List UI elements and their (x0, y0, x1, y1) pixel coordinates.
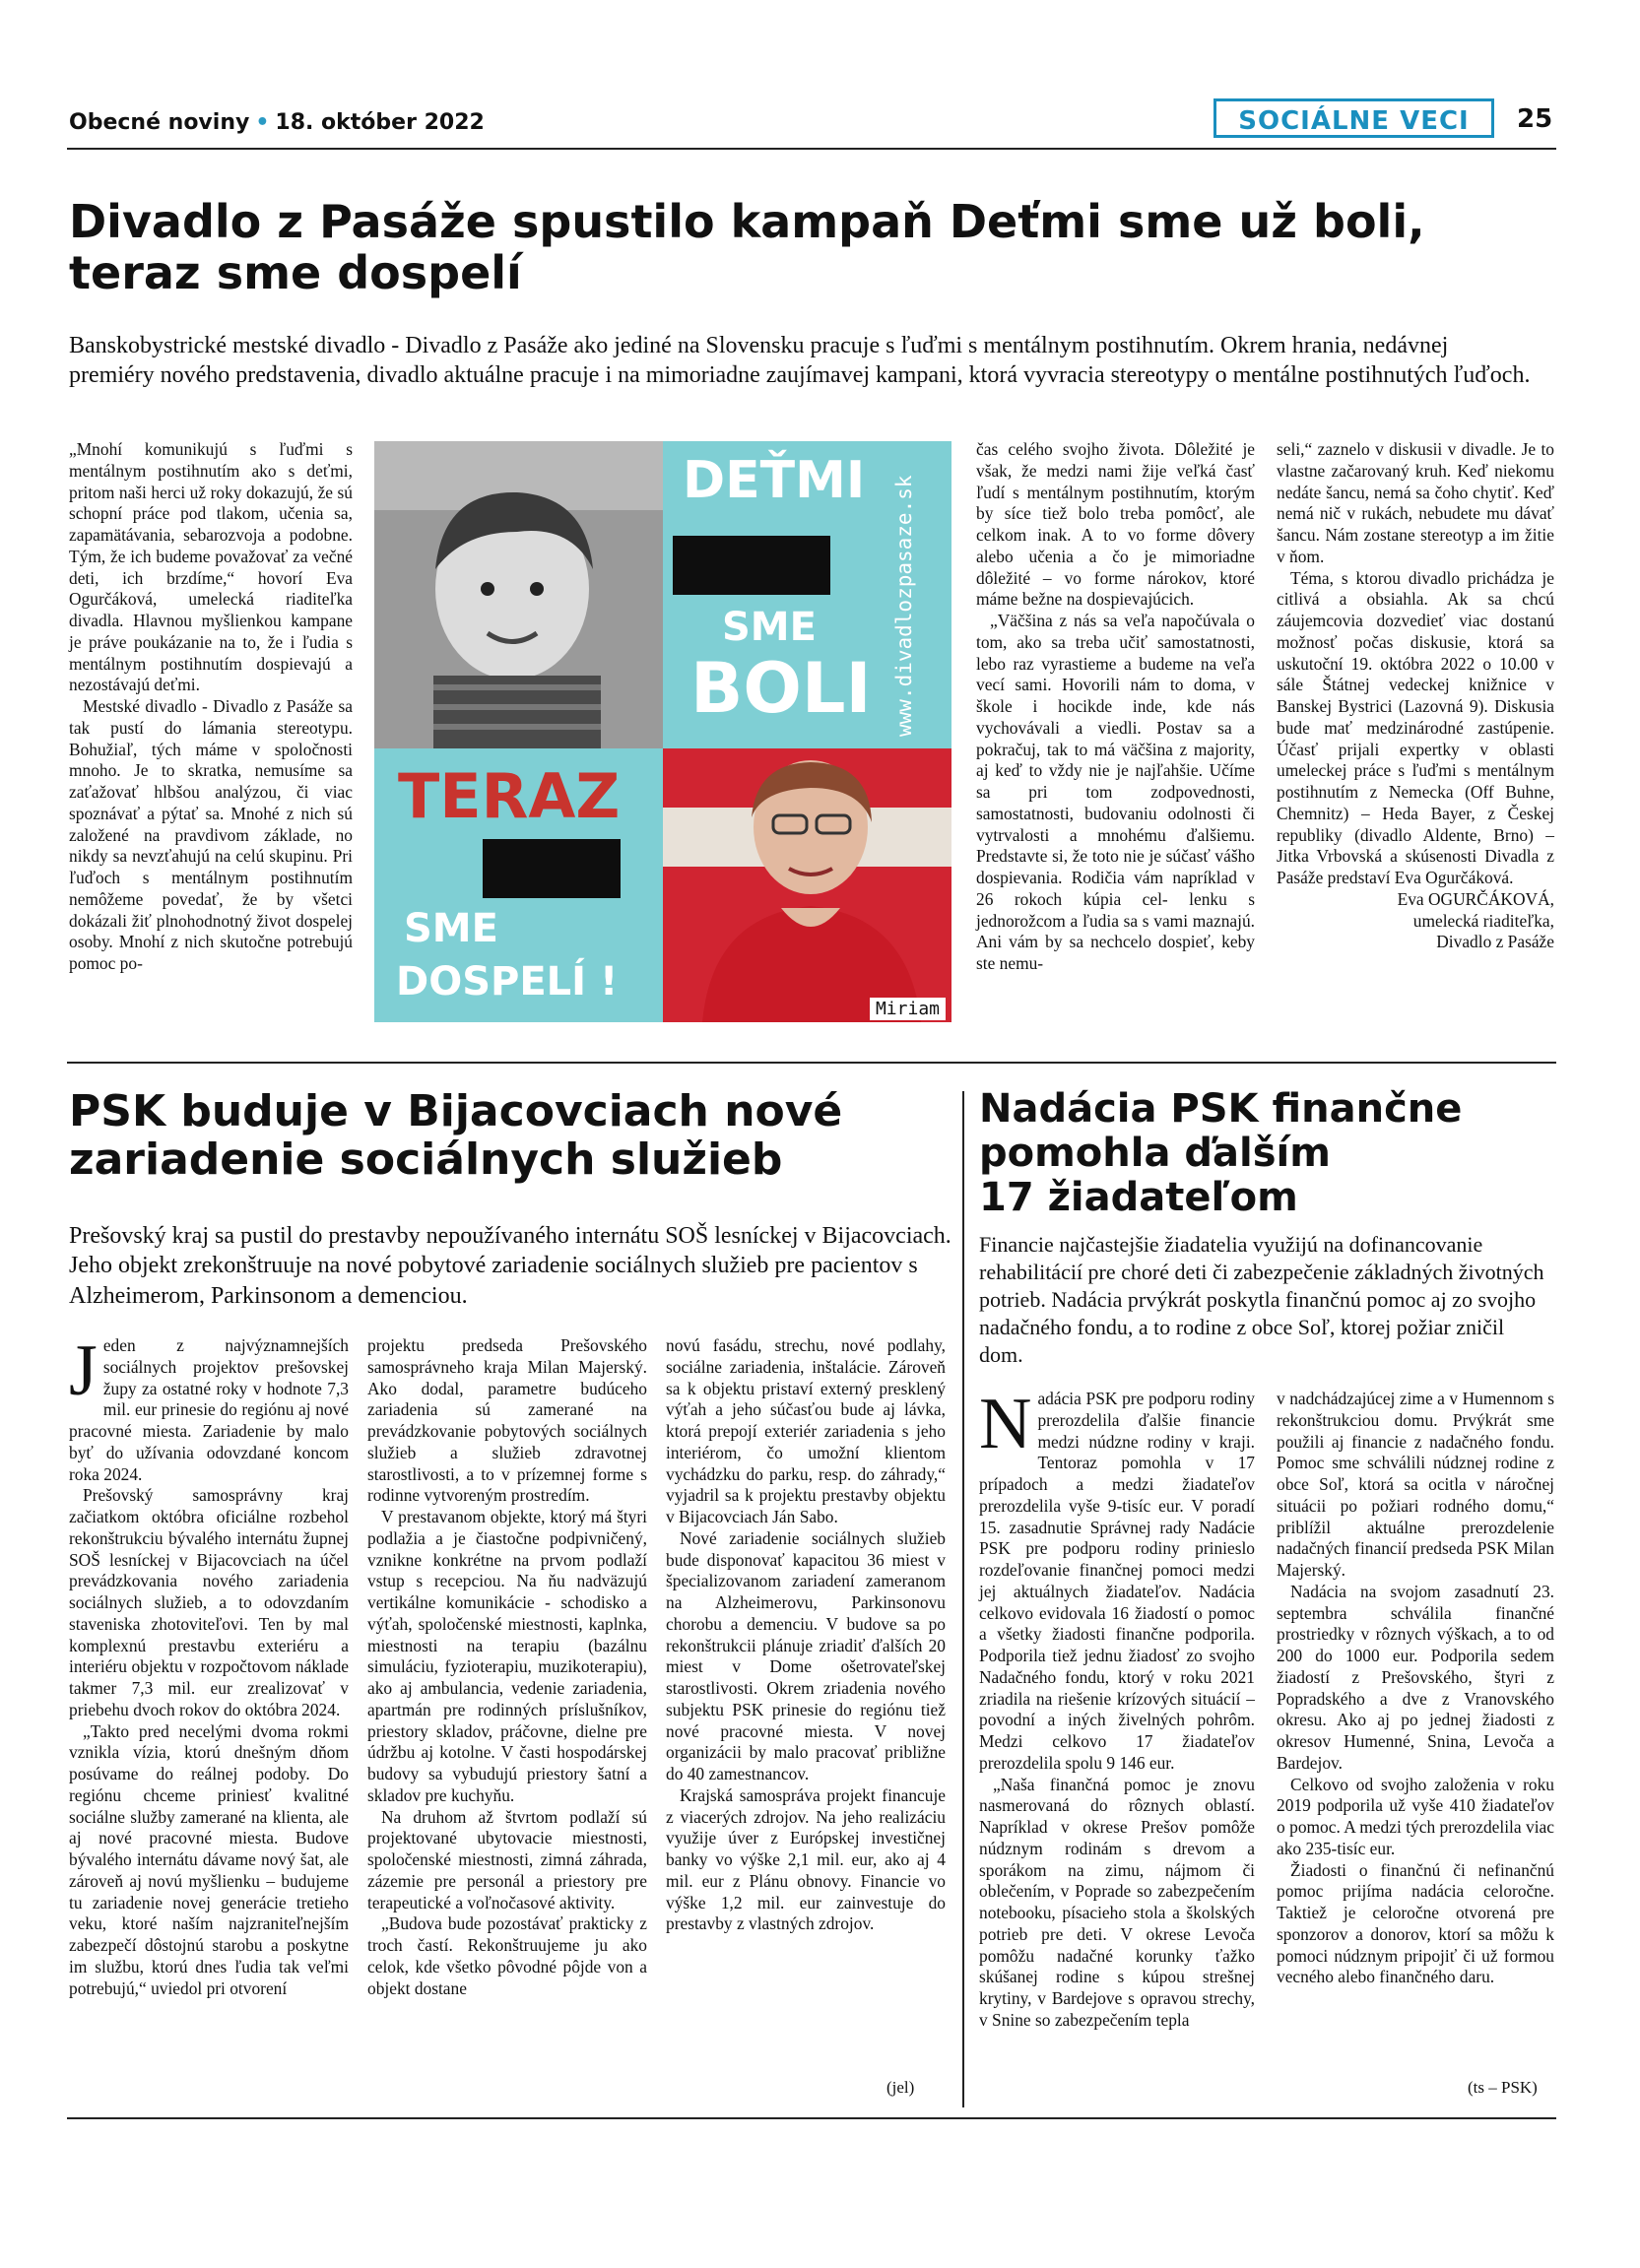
paragraph: seli,“ zaznelo v diskusii v divadle. Je to vlastne začarovaný kruh. Keď niekomu nedáte šancu, nemá sa čoho chytiť. Keď nemá nič v rukách, nebudete mu dávať šancu. Nám zostane stereotyp a im žitie v ňom. (1277, 439, 1554, 566)
article3-column1 (979, 1384, 1255, 2032)
poster-word-teraz: TERAZ (398, 760, 621, 832)
poster-word-sme: SME (722, 605, 817, 650)
paragraph: Prešovský samosprávny kraj začiatkom októbra oficiálne rozbehol rekonštrukciu bývalého internátu župnej SOŠ lesníckej v Bijacovciach na účel prevádzkovania nového zariadenia sociálnych služieb, a to odovzdaním staveniska zhotoviteľovi. Ten by mal komplexnú prestavbu exteriéru a interiéru objektu v rozpočtovom náklade takmer 7,3 mil. eur zrealizovať v priebehu dvoch rokov do októbra 2024. (69, 1485, 349, 1719)
article1-headline (69, 197, 1566, 298)
campaign-poster (374, 441, 951, 1022)
paragraph: „Naša finančná pomoc je znovu nasmerovaná do rôznych oblastí. Napríklad v okrese Prešov pomôže núdznym rodinám s drevom a sporákom na zimu, nájmom či oblečením, v Poprade so zabezpečením notebooku, písacieho stola a školských potrieb pre deti. V okrese Levoča pomôžu nadačné korunky ťažko skúšanej rodine s kúpou strešnej krytiny, v Bardejove s opravou strechy, v Snine so zabezpečením tepla (979, 1774, 1255, 2030)
article2-signature: (jel) (886, 2078, 915, 2097)
article1-signature (1277, 889, 1554, 953)
poster-word-dospeli: DOSPELÍ ! (396, 959, 619, 1004)
masthead (69, 110, 485, 135)
article3-headline-line3: 17 žiadateľom (979, 1174, 1298, 1220)
woman-photo (663, 748, 951, 1022)
page-number: 25 (1517, 104, 1553, 134)
article-divider (67, 1062, 1556, 1064)
signature-org: Divadlo z Pasáže (1436, 932, 1554, 952)
paragraph: „Väčšina z nás sa veľa napočúvala o tom, ako sa treba učiť samostatnosti, lebo raz vyrastieme a budeme na veľa vecí sami. Hovorili nám to doma, v škole i hocikde inde, kde nás vychovávali a viedli. Postav sa a pokračuj, tak to má väčšina z majority, aj keď to vždy nie je najľahšie. Učíme sa pri tom zodpovednosti, samostatnosti, budovaniu odolnosti či vytrvalosti a mnohému ďalšiemu. Predstavte si, že toto nie je súčasť vášho dospievania. Rodičia vám napríklad v 26 rokoch kúpia cel- lenku s jednorožcom a ľudia sa s vami maznajú. Ani vám by sa nechcelo dospieť, keby ste nemu- (976, 611, 1255, 973)
child-photo (374, 441, 663, 748)
censor-bar (483, 839, 621, 898)
paragraph: „Budova bude pozostávať prakticky z troch častí. Rekonštruujeme ju ako celok, kde všetko pôvodné pôjde von a objekt dostane (367, 1913, 647, 1998)
paragraph (979, 1384, 1255, 1775)
paragraph: Mestské divadlo - Divadlo z Pasáže sa tak pustí do lámania stereotypu. Bohužiaľ, tých máme v spoločnosti mnoho. Je to skratka, nemusíme sa zaťažovať hlbšou analýzou, či viac spoznávať a pýtať sa. Mnohé z nich sú založené na pravdivom základe, no nikdy sa nevzťahujú na celú skupinu. Pri ľuďoch s mentálnym postihnutím nemôžeme povedať, že by všetci dokázali žiť plnohodnotný život dospelej osoby. Mnohí z nich skutočne potrebujú pomoc po- (69, 696, 353, 973)
article3-headline-line2: pomohla ďalším (979, 1130, 1331, 1176)
poster-word-detmi: DEŤMI (683, 451, 866, 510)
article3-signature: (ts – PSK) (1468, 2078, 1538, 2097)
article2-headline-line2: zariadenie sociálnych služieb (69, 1134, 783, 1186)
publication-name: Obecné noviny (69, 110, 250, 135)
paragraph: Nadácia na svojom zasadnutí 23. septembra schválila finančné prostriedky v rôznych výškach, a to od 200 do 1000 eur. Podporila sedem žiadostí z Prešovského, štyri z Popradského a dve z Vranovského okresu. Ako aj po jednej žiadosti z okresov Humenné, Snina, Levoča a Bardejov. (1277, 1581, 1554, 1773)
article1-column1 (69, 439, 353, 975)
paragraph: Nové zariadenie sociálnych služieb bude disponovať kapacitou 36 miest v špecializovanom zariadení zameranom na Alzheimerovu, Parkinsonovu chorobu a demenciu. V budove sa po rekonštrukcii plánuje zriadiť ďalších 20 miest v Dome ošetrovateľskej starostlivosti. Okrem zriadenia nového subjektu PSK prinesie do regiónu tiež nové pracovné miesta. V novej organizácii by malo pracovať približne do 40 zamestnancov. (666, 1527, 946, 1783)
paragraph-text: adácia PSK pre podporu rodiny prerozdelila ďalšie financie medzi núdzne rodiny v kraji. Tentoraz pomohla v 17 prípadoch a medzi žiadateľov prerozdelila vyše 9-tisíc eur. V poradí 15. zasadnutie Správnej rady Nadácie PSK pre podporu rodiny prinieslo rozdeľovanie finančnej pomoci medzi jej aktuálnych žiadateľov. Nadácia celkovo evidovala 16 žiadostí o pomoc a všetky žiadosti finančne podporila. Podporila tiež jednu žiadosť zo svojho Nadačného fondu, ktorý v roku 2021 zriadila na riešenie krízových situácií – povodní a iných živelných pohrôm. Medzi celkovo 17 žiadateľov prerozdelila spolu 9 146 eur. (979, 1389, 1255, 1773)
poster-top-right (663, 441, 951, 748)
article1-column2 (976, 439, 1255, 975)
paragraph: V prestavanom objekte, ktorý má štyri podlažia a je čiastočne podpivničený, vznikne konkrétne na prvom podlaží vstup s recepciou. Na ňu nadväzujú vertikálne komunikácie - schodisko a výťah, spoločenské miestnosti, kaplnka, miestnosti na terapiu (bazálnu simuláciu, fyzioterapiu, muzikoterapiu), ako aj ambulancia, vedenie zariadenia, apartmán pre rodinných príslušníkov, priestory skladov, práčovne, dielne pre údržbu aj kotolne. V časti hospodárskej budovy sa vybudujú priestory šatní a skladov pre kuchyňu. (367, 1507, 647, 1805)
censor-bar (673, 536, 830, 595)
article1-column3 (1277, 439, 1554, 953)
section-badge: SOCIÁLNE VECI (1214, 98, 1494, 138)
dropcap: N (979, 1384, 1032, 1464)
poster-bottom-left (374, 748, 663, 1022)
poster-word-boli: BOLI (690, 648, 872, 729)
paragraph: projektu predseda Prešovského samosprávneho kraja Milan Majerský. Ako dodal, parametre budúceho zariadenia sú zamerané na prevádzkovanie pobytových sociálnych služieb a služieb zdravotnej starostlivosti, a to v prízemnej forme s rodinne vytvoreným prostredím. (367, 1335, 647, 1506)
column-divider (962, 1091, 964, 2107)
article2-lead: Prešovský kraj sa pustil do prestavby nepoužívaného internátu SOŠ lesníckej v Bijacovciach. Jeho objekt zrekonštruuje na nové pobytové zariadenie sociálnych služieb pre pacientov s Alzheimerom, Parkinsonom a demenciou. (69, 1223, 951, 1309)
article3-column2 (1277, 1389, 1554, 1988)
separator-dot: • (255, 110, 270, 135)
paragraph: Celkovo od svojho založenia v roku 2019 podporila už vyše 410 žiadateľov o pomoc. A medzi tých prerozdelila viac ako 235-tisíc eur. (1277, 1774, 1554, 1858)
paragraph: Téma, s ktorou divadlo prichádza je citlivá a obsiahla. Ak sa chcú záujemcovia dozvedieť viac dostanú možnosť počas diskusie, ktorá sa uskutoční 19. októbra 2022 o 10.00 v sále Štátnej vedeckej knižnice v Banskej Bystrici (Lazovná 9). Diskusia bude mať medzinárodné zastúpenie. Účasť prijali expertky v oblasti umeleckej práce s ľuďmi s mentálnym postihnutím z Nemecka (Off Buhne, Chemnitz) – Heda Bayer, z Českej republiky (divadlo Aldente, Brno) – Jitka Vrbovská a skúsenosti Divadla z Pasáže predstaví Eva Ogurčáková. (1277, 567, 1554, 887)
child-portrait-illustration (374, 441, 663, 748)
paragraph: v nadchádzajúcej zime a v Humennom s rekonštrukciou domu. Prvýkrát sme použili aj financie z nadačného fondu. Pomoc sme schválili núdznej rodine z obce Soľ, ktorá sa ocitla v náročnej situácii po požiari rodného domu,“ priblížil aktuálne prerozdelenie nadačných financií predseda PSK Milan Majerský. (1277, 1389, 1554, 1580)
paragraph: Krajská samospráva projekt financuje z viacerých zdrojov. Na jeho realizáciu využije úver z Európskej investičnej banky vo výške 2,1 mil. eur, ako aj 4 mil. eur z Plánu obnovy. Financie vo výške 1,2 mil. eur zainvestuje do prestavby z vlastných zdrojov. (666, 1784, 946, 1934)
paragraph-text: eden z najvýznamnejších sociálnych projektov prešovskej župy za ostatné roky v hodnote 7,3 mil. eur prinesie do regiónu aj nové pracovné miesta. Zariadenie by malo byť do užívania odovzdané koncom roka 2024. (69, 1335, 349, 1484)
paragraph: „Mnohí komunikujú s ľuďmi s mentálnym postihnutím ako s deťmi, pritom naši herci už roky dokazujú, že sú schopní práce pod tlakom, učenia sa, zapamätávania, sebarozvoja a podobne. Tým, že ich budeme považovať za večné deti, ich brzdíme,“ hovorí Eva Ogurčáková, umelecká riaditeľka divadla. Hlavnou myšlienkou kampane je práve poukázanie na to, že i ľudia s mentálnym postihnutím dospievajú a nezostávajú deťmi. (69, 439, 353, 695)
poster-url: www.divadlozpasaze.sk (892, 475, 916, 737)
paragraph: Na druhom až štvrtom podlaží sú projektované ubytovacie miestnosti, spoločenské miestnosti, zimná záhrada, zázemie pre personál a priestory pre terapeutické a voľnočasové aktivity. (367, 1806, 647, 1912)
article3-lead: Financie najčastejšie žiadatelia využijú na dofinancovanie rehabilitácií pre choré deti či zabezpečenie základných životných potrieb. Nadácia prvýkrát poskytla finančnú pomoc aj zo svojho nadačného fondu, a to rodine z obce Soľ, ktorej požiar zničil dom. (979, 1232, 1544, 1367)
header-rule (67, 148, 1556, 150)
signature-name: Eva OGURČÁKOVÁ, (1397, 888, 1554, 909)
paragraph: novú fasádu, strechu, nové podlahy, sociálne zariadenia, inštalácie. Zároveň sa k objektu pristaví externý presklený výťah a jeho súčasťou bude aj lávka, ktorá prepojí exteriér zariadenia s jeho interiérom, čo umožní klientom vychádzku do parku, resp. do záhrady,“ vyjadril sa k projektu prestavby objektu v Bijacovciach Ján Sabo. (666, 1335, 946, 1526)
paragraph (69, 1330, 349, 1485)
article2-column2 (367, 1335, 647, 1999)
article1-headline-line2: teraz sme dospelí (69, 245, 522, 299)
article1-lead: Banskobystrické mestské divadlo - Divadlo z Pasáže ako jediné na Slovensku pracuje s ľuďmi s mentálnym postihnutím. Okrem hrania, nedávnej premiéry nového predstavenia, divadlo aktuálne pracuje i na mimoriadne zaujímavej kampani, ktorá vyvracia stereotypy o mentálne postihnutých ľuďoch. (69, 333, 1531, 389)
poster-word-sme-2: SME (404, 906, 498, 951)
paragraph: čas celého svojho života. Dôležité je však, že medzi nami žije veľká časť ľudí s mentálnym postihnutím, ktorým by síce tiež bolo treba pomôcť, ale celkom inak. A to vo forme dôvery alebo učenia a čo je mimoriadne dôležité – vo forme nárokov, ktoré máme bežne na dospievajúcich. (976, 439, 1255, 610)
article2-headline (69, 1087, 955, 1185)
paragraph: Žiadosti o finančnú či nefinančnú pomoc prijíma nadácia celoročne. Taktiež je celoročne otvorená pre sponzorov a donorov, ktorí sa môžu k pomoci núdznym pripojiť či už formou vecného alebo finančného daru. (1277, 1859, 1554, 1987)
article1-headline-line1: Divadlo z Pasáže spustilo kampaň Deťmi sme už boli, (69, 195, 1425, 248)
article3-headline-line1: Nadácia PSK finančne (979, 1086, 1463, 1132)
poster-name-tag: Miriam (870, 998, 946, 1020)
article2-headline-line1: PSK buduje v Bijacovciach nové (69, 1086, 843, 1136)
article3-headline (979, 1087, 1550, 1219)
article2-column3 (666, 1335, 946, 1935)
woman-portrait-illustration (663, 748, 951, 1022)
article2-column1 (69, 1330, 349, 1999)
paragraph: „Takto pred necelými dvoma rokmi vznikla vízia, ktorú dnešným dňom posúvame do reálnej podoby. Do regiónu chceme priniesť kvalitné sociálne služby zamerané na klienta, ale aj nové pracovné miesta. Budove bývalého internátu dávame nový šat, ale zároveň aj novú myšlienku – budujeme tu zariadenie novej generácie tretieho veku, ktoré naším najzraniteľnejším zabezpečí dôstojnú starobu a poskytne im službu, ktorú dnes ľudia tak veľmi potrebujú,“ uviedol pri otvorení (69, 1720, 349, 1998)
dropcap: J (69, 1330, 98, 1411)
issue-date: 18. október 2022 (275, 110, 485, 135)
signature-role: umelecká riaditeľka, (1412, 910, 1554, 931)
footer-rule (67, 2117, 1556, 2119)
